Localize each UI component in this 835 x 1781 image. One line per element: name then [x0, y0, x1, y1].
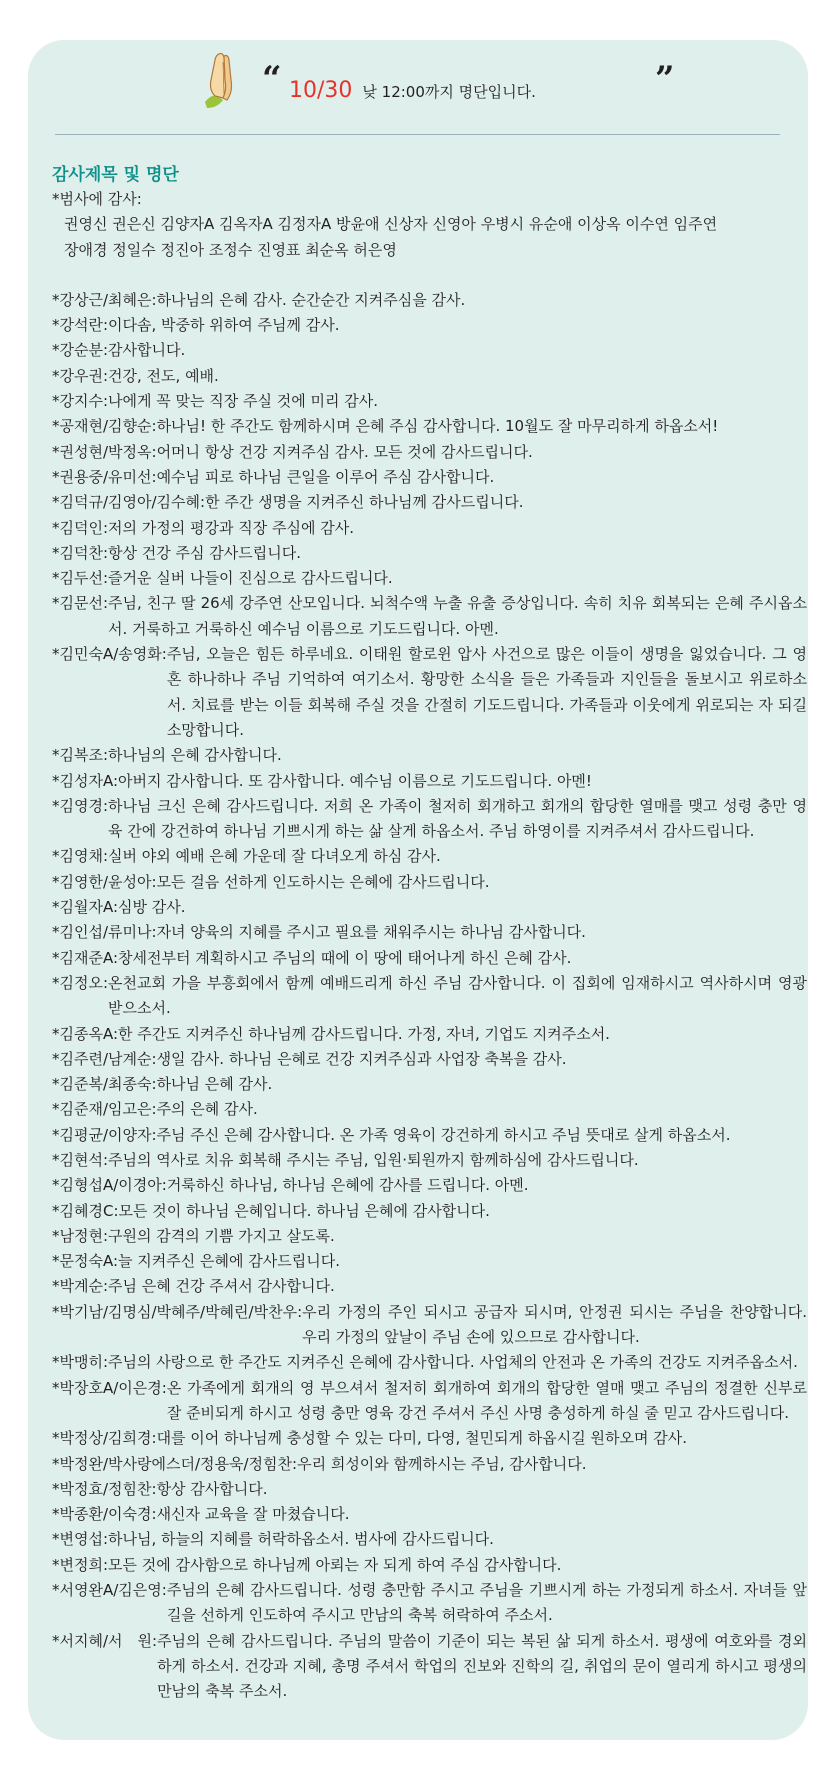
entry-name: *김종옥A: [52, 1024, 119, 1043]
prayer-entry [52, 338, 807, 363]
bumsa-names-line: 권영신 권은신 김양자A 김옥자A 김정자A 방윤애 신상자 신영아 우병시 유순애 이상옥 이수연 임주연 [64, 215, 718, 234]
prayer-entry [52, 1350, 807, 1375]
entry-text: 우리 가정의 주인 되시고 공급자 되시며, 안정권 되시는 주님을 찬양합니다. 우리 가정의 앞날이 주님 손에 있으므로 감사합니다. [302, 1302, 807, 1347]
prayer-content [52, 163, 807, 1705]
header-divider [55, 134, 780, 135]
entry-name: *변정희: [52, 1555, 109, 1574]
entry-name: *김인섭/류미나: [52, 923, 157, 942]
prayer-entry [52, 642, 807, 743]
entry-text: 거룩하신 하나님, 하나님 은혜에 감사를 드립니다. 아멘. [166, 1176, 529, 1195]
prayer-entry [52, 566, 807, 591]
entry-text: 주님의 역사로 치유 회복해 주시는 주님, 입원·퇴원까지 함께하심에 감사드립니다. [108, 1150, 639, 1169]
entry-text: 한 주간 생명을 지켜주신 하나님께 감사드립니다. [205, 493, 524, 512]
entry-text: 주님, 친구 딸 26세 강주연 산모입니다. 뇌척수액 누출 유출 증상입니다. 속히 치유 회복되는 은혜 주시옵소서. 거룩하고 거룩하신 예수님 이름으로 기도드립니다. 아멘. [108, 594, 807, 638]
prayer-entry [52, 1072, 807, 1097]
section-title: 감사제목 및 명단 [52, 165, 179, 185]
prayer-entry [52, 1022, 807, 1047]
entry-name: *김성자A: [52, 771, 119, 790]
entry-name: *박정효/정힘찬: [52, 1479, 157, 1498]
prayer-entry [52, 389, 807, 414]
entry-name: *박종환/이숙경: [52, 1505, 157, 1524]
entry-text: 이다솜, 박중하 위하여 주님께 감사. [108, 316, 340, 335]
entry-text: 온 가족에게 회개의 영 부으셔서 철저히 회개하여 회개의 합당한 열매 맺고 주님의 정결한 신부로 잘 준비되게 하시고 성령 충만 영육 강건 주셔서 주신 사명 충성하게 하실 줄 믿고 감사드립니다. [166, 1378, 807, 1422]
prayer-entry [52, 1300, 807, 1351]
prayer-entry [52, 1123, 807, 1148]
entry-name: *문정숙A: [52, 1252, 119, 1271]
entry-text: 하나님 은혜 감사. [156, 1075, 273, 1094]
entry-name: *강우권: [52, 366, 109, 385]
entry-text: 늘 지켜주신 은혜에 감사드립니다. [118, 1252, 340, 1271]
entry-text: 대를 이어 하나님께 충성할 수 있는 다미, 다영, 철민되게 하옵시길 원하오며 감사. [156, 1429, 687, 1448]
entry-text: 온천교회 가을 부흥회에서 함께 예배드리게 하신 주님 감사합니다. 이 집회에 임재하시고 역사하시며 영광 받으소서. [108, 973, 807, 1018]
entry-name: *김민숙A/송영화: [52, 645, 167, 664]
prayer-entry [52, 541, 807, 566]
entry-text: 모든 것에 감사함으로 하나님께 아뢰는 자 되게 하여 주심 감사합니다. [108, 1555, 562, 1574]
prayer-entry [52, 1426, 807, 1451]
entry-text: 하나님의 은혜 감사. 순간순간 지켜주심을 감사. [156, 290, 466, 309]
prayer-entry [52, 1527, 807, 1552]
prayer-entry [52, 870, 807, 895]
entry-text: 즐거운 실버 나들이 진심으로 감사드립니다. [108, 569, 393, 588]
prayer-entry [52, 364, 807, 389]
entry-text: 하나님의 은혜 감사합니다. [108, 746, 282, 765]
entry-name: *김덕규/김영아/김수혜: [52, 493, 206, 512]
entry-name: *강상근/최혜은: [52, 290, 157, 309]
prayer-entry [52, 895, 807, 920]
entry-name: *김준복/최종숙: [52, 1075, 157, 1094]
entry-name: *권용중/유미선: [52, 467, 157, 486]
entry-text: 주님의 은혜 감사드립니다. 성령 충만함 주시고 주님을 기쁘시게 하는 가정되게 하소서. 자녀들 앞길을 선하게 인도하여 주시고 만남의 축복 허락하여 주소서. [166, 1581, 807, 1625]
entry-text: 심방 감사. [118, 898, 186, 917]
entry-text: 모든 것이 하나님 은혜입니다. 하나님 은혜에 감사합니다. [118, 1201, 490, 1220]
bumsa-label: *범사에 감사: [52, 190, 142, 208]
entry-text: 하나님! 한 주간도 함께하시며 은혜 주심 감사합니다. 10월도 잘 마무리하게 하옵소서! [156, 417, 719, 436]
entry-name: *김덕찬: [52, 543, 109, 562]
entry-text: 생일 감사. 하나님 은혜로 건강 지켜주심과 사업장 축복을 감사. [156, 1049, 567, 1068]
praying-hands-icon [197, 50, 247, 110]
entry-text: 한 주간도 지켜주신 하나님께 감사드립니다. 가정, 자녀, 기업도 지켜주소서. [118, 1024, 610, 1043]
entry-name: *권성현/박정옥: [52, 442, 157, 461]
prayer-entry [52, 1452, 807, 1477]
entry-name: *김준재/임고은: [52, 1100, 157, 1119]
entry-text: 건강, 전도, 예배. [108, 366, 219, 385]
entry-text: 나에게 꼭 맞는 직장 주실 것에 미리 감사. [108, 392, 379, 411]
entry-text: 주님, 오늘은 힘든 하루네요. 이태원 할로윈 압사 사건으로 많은 이들이 생명을 잃었습니다. 그 영혼 하나하나 주님 기억하여 여기소서. 황망한 소식을 들은 가족들과 지인들을 돌보시고 위로하소서. 치료를 받는 이들 회복해 주실 것을 간절히 기도드립니다. 가족들과 이웃에게 위로되는 자 되길 소망합니다. [166, 645, 807, 739]
entry-text: 모든 걸음 선하게 인도하시는 은혜에 감사드립니다. [156, 872, 490, 891]
entry-text: 주의 은혜 감사. [156, 1100, 258, 1119]
entry-name: *김영경: [52, 796, 109, 815]
entry-name: *김정오: [52, 973, 109, 992]
prayer-entry [52, 844, 807, 869]
entry-name: *강순분: [52, 341, 109, 360]
entry-text: 창세전부터 계획하시고 주님의 때에 이 땅에 태어나게 하신 은혜 감사. [118, 948, 572, 967]
deadline-date: 10/30 [289, 78, 353, 103]
entry-text: 우리 희성이와 함께하시는 주님, 감사합니다. [297, 1454, 587, 1473]
entry-text: 실버 야외 예배 은혜 가운데 잘 다녀오게 하심 감사. [108, 847, 441, 866]
prayer-entry [52, 1477, 807, 1502]
prayer-entry [52, 414, 807, 439]
prayer-entry [52, 971, 807, 1022]
entry-name: *김재준A: [52, 948, 119, 967]
prayer-entry [52, 313, 807, 338]
prayer-entries [52, 288, 807, 1705]
entry-text: 항상 건강 주심 감사드립니다. [108, 543, 301, 562]
entry-name: *강석란: [52, 316, 109, 335]
prayer-entry [52, 465, 807, 490]
prayer-entry [52, 516, 807, 541]
entry-name: *서지혜/서 원: [52, 1631, 158, 1650]
entry-text: 자녀 양육의 지혜를 주시고 필요를 채워주시는 하나님 감사합니다. [156, 923, 586, 942]
prayer-entry [52, 1553, 807, 1578]
entry-name: *김영채: [52, 847, 109, 866]
prayer-entry [52, 1249, 807, 1274]
entry-text: 하나님 크신 은혜 감사드립니다. 저희 온 가족이 철저히 회개하고 회개의 합당한 열매를 맺고 성령 충만 영육 간에 강건하여 하나님 기쁘시게 하는 삶 살게 하옵소서. 주님 하영이를 지켜주셔서 감사드립니다. [108, 796, 807, 841]
entry-name: *김두선: [52, 569, 109, 588]
entry-name: *강지수: [52, 392, 109, 411]
entry-text: 주님의 은혜 감사드립니다. 주님의 말씀이 기준이 되는 복된 삶 되게 하소서. 평생에 여호와를 경외하게 하소서. 건강과 지혜, 총명 주셔서 학업의 진보와 진학의 길, 취업의 문이 열리게 하시고 평생의 만남의 축복 주소서. [157, 1631, 807, 1701]
prayer-entry [52, 288, 807, 313]
prayer-entry [52, 1502, 807, 1527]
entry-text: 하나님, 하늘의 지혜를 허락하옵소서. 범사에 감사드립니다. [108, 1530, 494, 1549]
prayer-entry [52, 1376, 807, 1427]
entry-name: *김평균/이양자: [52, 1125, 157, 1144]
deadline-text: 낮 12:00까지 명단입니다. [362, 83, 536, 101]
entry-name: *김복조: [52, 746, 109, 765]
entry-name: *김혜경C: [52, 1201, 119, 1220]
entry-name: *박맹히: [52, 1353, 109, 1372]
entry-name: *김문선: [52, 594, 109, 613]
bumsa-names-line: 장애경 정일수 정진아 조정수 진영표 최순옥 허은영 [64, 240, 397, 259]
entry-name: *박장호A/이은경: [52, 1378, 167, 1397]
prayer-entry [52, 1224, 807, 1249]
prayer-entry [52, 920, 807, 945]
entry-text: 주님의 사랑으로 한 주간도 지켜주신 은혜에 감사합니다. 사업체의 안전과 온 가족의 건강도 지켜주옵소서. [108, 1353, 798, 1372]
entry-name: *김덕인: [52, 518, 109, 537]
prayer-entry [52, 591, 807, 642]
entry-text: 감사합니다. [108, 341, 186, 360]
entry-name: *공재현/김향순: [52, 417, 157, 436]
prayer-entry [52, 1148, 807, 1173]
spacer [52, 263, 807, 288]
entry-text: 주님 은혜 건강 주셔서 감사합니다. [108, 1277, 335, 1296]
entry-name: *박기남/김명심/박혜주/박혜린/박찬우: [52, 1302, 303, 1321]
entry-name: *남정현: [52, 1226, 109, 1245]
prayer-entry [52, 440, 807, 465]
prayer-entry [52, 1047, 807, 1072]
prayer-entry [52, 1578, 807, 1629]
entry-name: *서영완A/김은영: [52, 1581, 167, 1600]
prayer-entry [52, 490, 807, 515]
open-quote-mark: “ [262, 59, 282, 99]
entry-name: *김주련/남계순: [52, 1049, 157, 1068]
entry-name: *김영한/윤성아: [52, 872, 157, 891]
prayer-entry [52, 769, 807, 794]
prayer-entry [52, 946, 807, 971]
entry-name: *변영섭: [52, 1530, 109, 1549]
header-notice [289, 78, 536, 103]
entry-text: 어머니 항상 건강 지켜주심 감사. 모든 것에 감사드립니다. [156, 442, 533, 461]
entry-text: 구원의 감격의 기쁨 가지고 살도록. [108, 1226, 335, 1245]
entry-name: *박정완/박사랑에스더/정용욱/정힘찬: [52, 1454, 298, 1473]
entry-name: *박정상/김희경: [52, 1429, 157, 1448]
prayer-entry [52, 1199, 807, 1224]
entry-text: 예수님 피로 하나님 큰일을 이루어 주심 감사합니다. [156, 467, 495, 486]
entry-text: 저의 가정의 평강과 직장 주심에 감사. [108, 518, 354, 537]
entry-name: *김형섭A/이경아: [52, 1176, 167, 1195]
prayer-entry [52, 743, 807, 768]
entry-text: 새신자 교육을 잘 마쳤습니다. [156, 1505, 350, 1524]
prayer-entry [52, 1274, 807, 1299]
prayer-entry [52, 1173, 807, 1198]
entry-name: *김현석: [52, 1150, 109, 1169]
prayer-entry [52, 794, 807, 845]
entry-name: *김월자A: [52, 898, 119, 917]
entry-text: 주님 주신 은혜 감사합니다. 온 가족 영육이 강건하게 하시고 주님 뜻대로 살게 하옵소서. [156, 1125, 731, 1144]
entry-text: 아버지 감사합니다. 또 감사합니다. 예수님 이름으로 기도드립니다. 아멘! [118, 771, 592, 790]
prayer-entry [52, 1629, 807, 1705]
prayer-entry [52, 1097, 807, 1122]
entry-name: *박계순: [52, 1277, 109, 1296]
close-quote-mark: ” [655, 59, 675, 99]
entry-text: 항상 감사합니다. [156, 1479, 268, 1498]
